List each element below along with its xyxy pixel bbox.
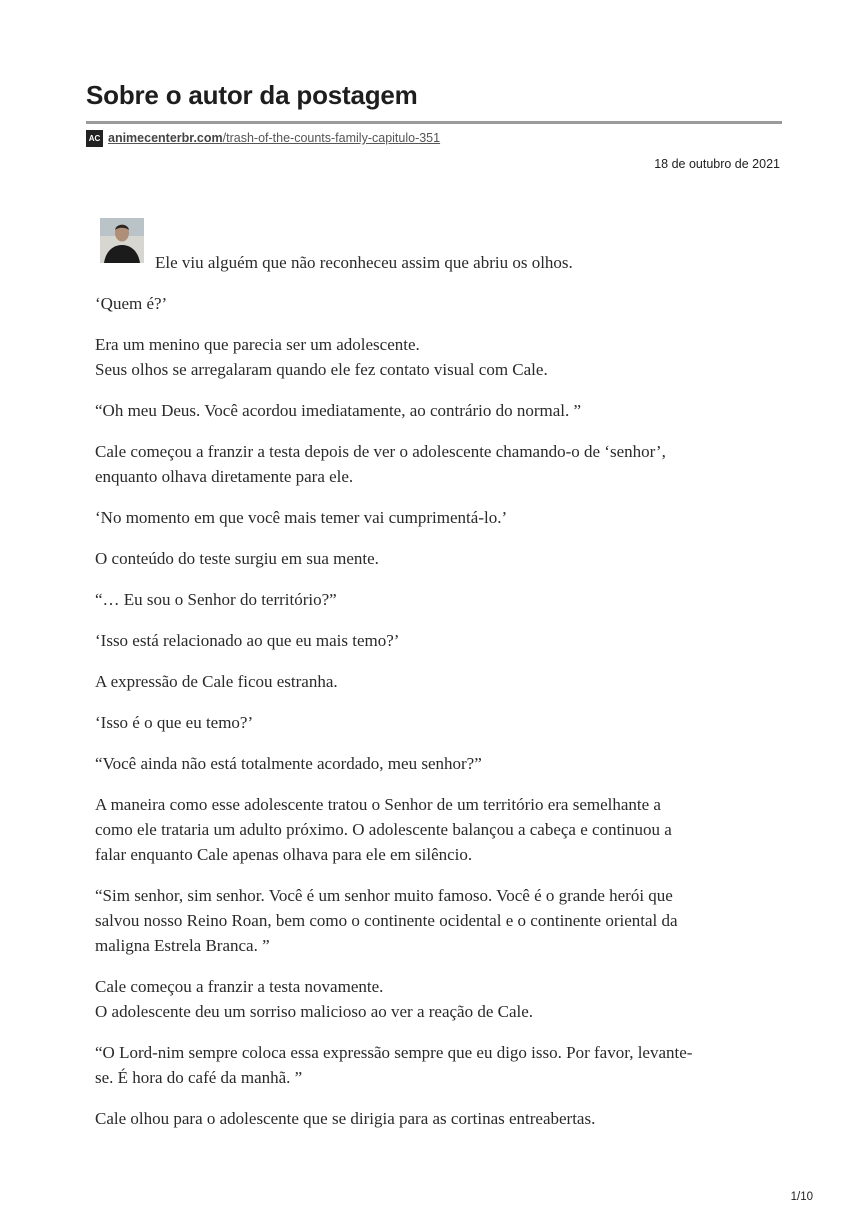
paragraph-line: ‘Quem é?’	[95, 294, 168, 313]
paragraph-line: “Sim senhor, sim senhor. Você é um senhor muito famoso. Você é o grande herói que	[95, 886, 673, 905]
title-divider	[86, 121, 782, 124]
paragraph-line: salvou nosso Reino Roan, bem como o continente ocidental e o continente oriental da	[95, 911, 678, 930]
article-paragraph	[95, 505, 775, 530]
paragraph-line: Cale olhou para o adolescente que se dirigia para as cortinas entreabertas.	[95, 1109, 596, 1128]
article-paragraph	[95, 250, 775, 275]
article-paragraph	[95, 546, 775, 571]
paragraph-line: “Você ainda não está totalmente acordado, meu senhor?”	[95, 754, 482, 773]
paragraph-line: se. É hora do café da manhã. ”	[95, 1068, 303, 1087]
source-row	[86, 129, 440, 147]
paragraph-line: ‘Isso está relacionado ao que eu mais temo?’	[95, 631, 400, 650]
article-paragraph	[95, 751, 775, 776]
article-paragraph	[95, 1040, 775, 1090]
paragraph-line: maligna Estrela Branca. ”	[95, 936, 270, 955]
paragraph-line: O adolescente deu um sorriso malicioso ao ver a reação de Cale.	[95, 1002, 534, 1021]
article-paragraph	[95, 628, 775, 653]
paragraph-line: “… Eu sou o Senhor do território?”	[95, 590, 337, 609]
article-paragraph	[95, 883, 775, 958]
site-favicon-icon: AC	[86, 130, 103, 147]
article-paragraph	[95, 291, 775, 316]
paragraph-line: Seus olhos se arregalaram quando ele fez contato visual com Cale.	[95, 360, 548, 379]
paragraph-line: como ele trataria um adulto próximo. O adolescente balançou a cabeça e continuou a	[95, 820, 672, 839]
post-date: 18 de outubro de 2021	[654, 157, 780, 171]
article-paragraph	[95, 1106, 775, 1131]
source-path: /trash-of-the-counts-family-capitulo-351	[222, 131, 441, 145]
paragraph-line: Cale começou a franzir a testa depois de ver o adolescente chamando-o de ‘senhor’,	[95, 442, 666, 461]
article-paragraph	[95, 792, 775, 867]
paragraph-line: A expressão de Cale ficou estranha.	[95, 672, 338, 691]
article-paragraph	[95, 439, 775, 489]
page-title: Sobre o autor da postagem	[86, 80, 418, 110]
paragraph-line: ‘No momento em que você mais temer vai cumprimentá-lo.’	[95, 508, 508, 527]
article-paragraph	[95, 974, 775, 1024]
article-paragraph	[95, 669, 775, 694]
paragraph-line: Cale começou a franzir a testa novamente.	[95, 977, 384, 996]
article-paragraph	[95, 398, 775, 423]
paragraph-line: ‘Isso é o que eu temo?’	[95, 713, 254, 732]
page-number: 1/10	[790, 1191, 813, 1203]
article-paragraph	[95, 587, 775, 612]
paragraph-line: A maneira como esse adolescente tratou o Senhor de um território era semelhante a	[95, 795, 661, 814]
paragraph-line: “Oh meu Deus. Você acordou imediatamente, ao contrário do normal. ”	[95, 401, 582, 420]
paragraph-line: Era um menino que parecia ser um adolescente.	[95, 335, 420, 354]
article-body	[95, 250, 775, 1147]
paragraph-line: falar enquanto Cale apenas olhava para ele em silêncio.	[95, 845, 473, 864]
article-paragraph	[95, 710, 775, 735]
paragraph-line: O conteúdo do teste surgiu em sua mente.	[95, 549, 379, 568]
paragraph-line: enquanto olhava diretamente para ele.	[95, 467, 354, 486]
paragraph-line: “O Lord-nim sempre coloca essa expressão sempre que eu digo isso. Por favor, levante-	[95, 1043, 693, 1062]
source-domain: animecenterbr.com	[108, 131, 223, 145]
source-link[interactable]	[108, 131, 440, 145]
paragraph-line: Ele viu alguém que não reconheceu assim que abriu os olhos.	[155, 253, 573, 272]
article-paragraph	[95, 332, 775, 382]
